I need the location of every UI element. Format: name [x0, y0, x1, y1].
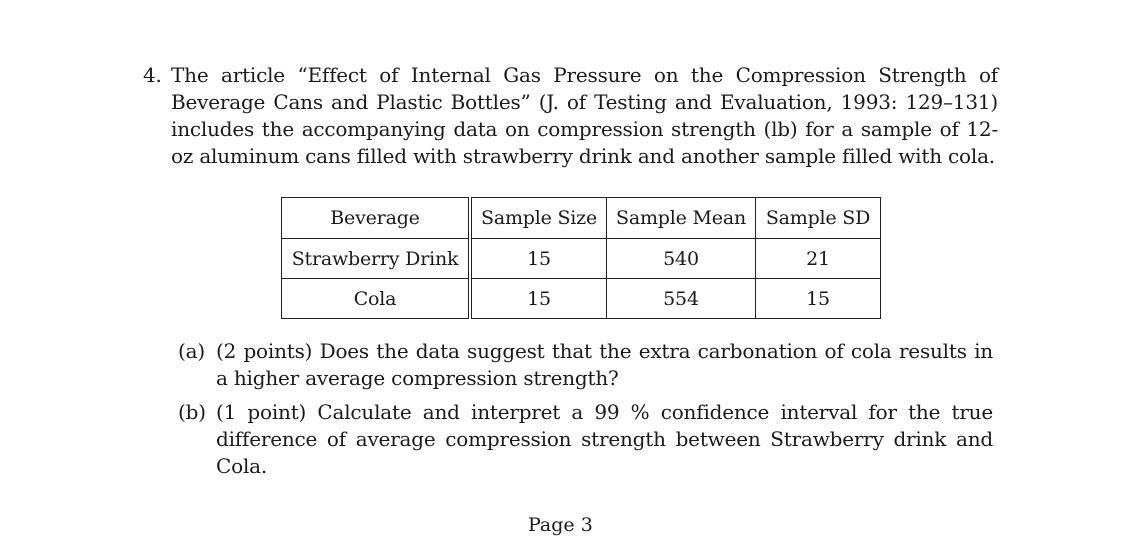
compression-strength-table [281, 197, 881, 319]
sub-questions [178, 338, 993, 480]
table-row [282, 279, 881, 319]
part-b [178, 399, 993, 480]
cell-sample-sd: 21 [755, 239, 880, 279]
table-row [282, 239, 881, 279]
problem-text: The article “Effect of Internal Gas Pressure on the Compression Strength of Beverage Cans and Plastic Bottles” (J. of Testing and Evaluation, 1993: 129–131) includes the accompanying data on compression strength (lb) for a sample of 12-oz aluminum cans filled with strawberry drink and another sample filled with cola. [171, 63, 998, 168]
page-number: Page 3 [528, 514, 593, 536]
part-b-label: (b) [178, 400, 206, 424]
header-sample-size: Sample Size [470, 198, 607, 239]
header-beverage: Beverage [282, 198, 471, 239]
cell-sample-mean: 554 [607, 279, 756, 319]
header-sample-sd: Sample SD [755, 198, 880, 239]
part-b-text: (1 point) Calculate and interpret a 99 % confidence interval for the true difference of average compression strength between Strawberry drink and Cola. [216, 400, 993, 478]
cell-beverage: Cola [282, 279, 471, 319]
problem-statement [143, 62, 998, 170]
cell-sample-size: 15 [470, 239, 607, 279]
cell-beverage: Strawberry Drink [282, 239, 471, 279]
problem-4 [143, 62, 998, 170]
cell-sample-size: 15 [470, 279, 607, 319]
problem-number: 4. [143, 63, 162, 87]
header-sample-mean: Sample Mean [607, 198, 756, 239]
cell-sample-sd: 15 [755, 279, 880, 319]
data-table-container [281, 197, 881, 319]
cell-sample-mean: 540 [607, 239, 756, 279]
part-a [178, 338, 993, 392]
table-header-row [282, 198, 881, 239]
part-a-label: (a) [178, 339, 205, 363]
part-a-text: (2 points) Does the data suggest that the extra carbonation of cola results in a higher average compression strength? [216, 339, 993, 390]
